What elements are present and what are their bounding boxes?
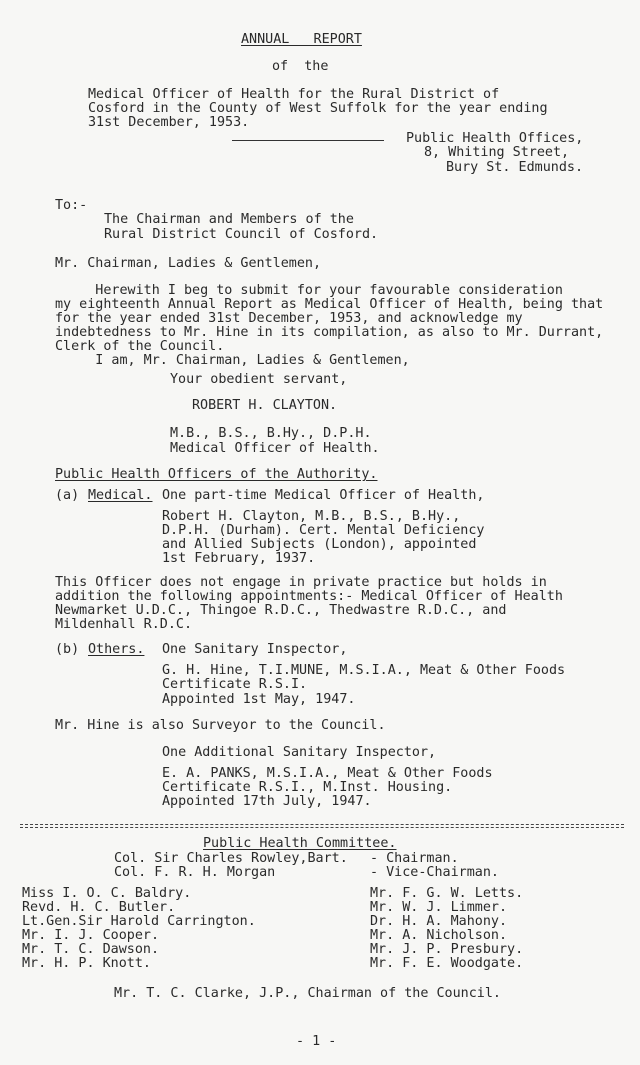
vice-chairman-role: - Vice-Chairman. xyxy=(370,865,499,880)
letter-line: indebtedness to Mr. Hine in its compilation, as also to Mr. Durrant, xyxy=(55,325,604,340)
committee-member: Lt.Gen.Sir Harold Carrington. xyxy=(22,914,256,929)
letter-line: my eighteenth Annual Report as Medical Officer of Health, being that xyxy=(55,297,604,312)
others-marker: (b) xyxy=(55,642,80,657)
committee-member: Mr. A. Nicholson. xyxy=(370,928,508,943)
additional-inspector-line: Certificate R.S.I., M.Inst. Housing. xyxy=(162,780,453,795)
officers-heading: Public Health Officers of the Authority. xyxy=(55,467,378,482)
chairman-name: Col. Sir Charles Rowley,Bart. xyxy=(114,851,348,866)
additional-inspector-line: E. A. PANKS, M.S.I.A., Meat & Other Foods xyxy=(162,766,493,781)
surveyor-note: Mr. Hine is also Surveyor to the Council. xyxy=(55,718,386,733)
others-detail: G. H. Hine, T.I.MUNE, M.S.I.A., Meat & Other Foods xyxy=(162,663,566,678)
addressee-line: Rural District Council of Cosford. xyxy=(104,227,379,242)
committee-member: Dr. H. A. Mahony. xyxy=(370,914,508,929)
short-rule xyxy=(232,140,384,141)
practice-note-line: addition the following appointments:- Medical Officer of Health xyxy=(55,589,563,604)
intro-line: 31st December, 1953. xyxy=(88,115,250,130)
others-role: One Sanitary Inspector, xyxy=(162,642,348,657)
committee-member: Mr. F. E. Woodgate. xyxy=(370,956,524,971)
closing: Your obedient servant, xyxy=(170,372,348,387)
signature-name: ROBERT H. CLAYTON. xyxy=(192,398,338,413)
report-title: ANNUAL REPORT xyxy=(241,32,362,47)
medical-detail: and Allied Subjects (London), appointed xyxy=(162,537,477,552)
practice-note-line: This Officer does not engage in private practice but holds in xyxy=(55,575,547,590)
committee-member: Mr. F. G. W. Letts. xyxy=(370,886,524,901)
others-detail: Certificate R.S.I. xyxy=(162,677,308,692)
council-chairman: Mr. T. C. Clarke, J.P., Chairman of the Council. xyxy=(114,986,501,1001)
signature-qualifications: M.B., B.S., B.Hy., D.P.H. xyxy=(170,426,372,441)
others-detail: Appointed 1st May, 1947. xyxy=(162,692,356,707)
medical-label: Medical. xyxy=(88,488,153,503)
medical-detail: D.P.H. (Durham). Cert. Mental Deficiency xyxy=(162,523,485,538)
divider-rule xyxy=(20,824,624,825)
letter-line: I am, Mr. Chairman, Ladies & Gentlemen, xyxy=(55,353,410,368)
address-line: Bury St. Edmunds. xyxy=(446,160,584,175)
medical-detail: Robert H. Clayton, M.B., B.S., B.Hy., xyxy=(162,509,461,524)
practice-note-line: Mildenhall R.D.C. xyxy=(55,617,193,632)
letter-line: Herewith I beg to submit for your favourable consideration xyxy=(55,283,563,298)
committee-member: Mr. T. C. Dawson. xyxy=(22,942,160,957)
signature-title: Medical Officer of Health. xyxy=(170,441,380,456)
chairman-role: - Chairman. xyxy=(370,851,459,866)
committee-member: Mr. H. P. Knott. xyxy=(22,956,151,971)
committee-member: Miss I. O. C. Baldry. xyxy=(22,886,192,901)
committee-member: Revd. H. C. Butler. xyxy=(22,900,176,915)
letter-line: for the year ended 31st December, 1953, and acknowledge my xyxy=(55,311,523,326)
to-label: To:- xyxy=(55,198,88,213)
addressee-line: The Chairman and Members of the xyxy=(104,212,354,227)
medical-role: One part-time Medical Officer of Health, xyxy=(162,488,485,503)
address-line: Public Health Offices, xyxy=(406,131,584,146)
vice-chairman-name: Col. F. R. H. Morgan xyxy=(114,865,276,880)
salutation: Mr. Chairman, Ladies & Gentlemen, xyxy=(55,256,322,271)
additional-inspector-line: One Additional Sanitary Inspector, xyxy=(162,745,437,760)
medical-marker: (a) xyxy=(55,488,80,503)
intro-line: Medical Officer of Health for the Rural District of xyxy=(88,87,500,102)
practice-note-line: Newmarket U.D.C., Thingoe R.D.C., Thedwastre R.D.C., and xyxy=(55,603,507,618)
committee-member: Mr. J. P. Presbury. xyxy=(370,942,524,957)
divider-rule xyxy=(20,827,624,828)
committee-member: Mr. I. J. Cooper. xyxy=(22,928,160,943)
page-number: - 1 - xyxy=(296,1034,337,1049)
medical-detail: 1st February, 1937. xyxy=(162,551,316,566)
report-subtitle: of the xyxy=(272,59,329,74)
address-line: 8, Whiting Street, xyxy=(424,145,570,160)
letter-line: Clerk of the Council. xyxy=(55,339,225,354)
additional-inspector-line: Appointed 17th July, 1947. xyxy=(162,794,372,809)
committee-member: Mr. W. J. Limmer. xyxy=(370,900,508,915)
intro-line: Cosford in the County of West Suffolk for the year ending xyxy=(88,101,548,116)
committee-heading: Public Health Committee. xyxy=(203,836,397,851)
others-label: Others. xyxy=(88,642,145,657)
